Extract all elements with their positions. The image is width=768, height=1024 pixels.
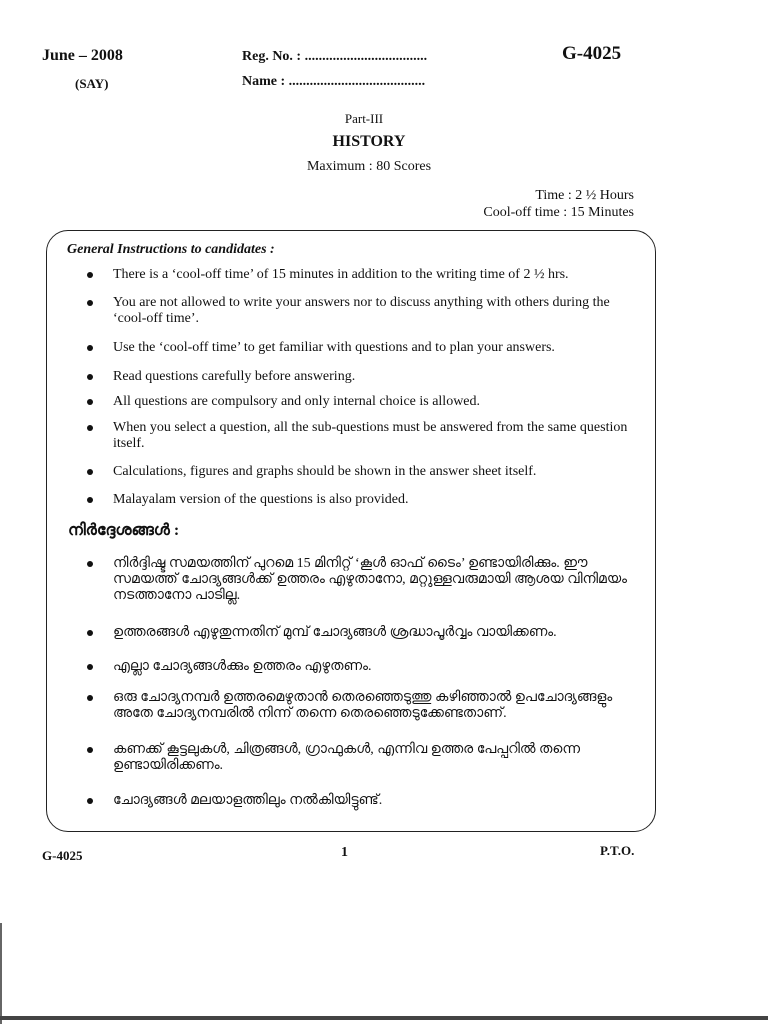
time-block bbox=[483, 187, 634, 221]
subject-title: HISTORY bbox=[332, 133, 406, 150]
bullet-icon bbox=[87, 399, 93, 405]
list-item bbox=[113, 295, 643, 327]
list-item bbox=[113, 742, 643, 774]
bullet-icon bbox=[87, 798, 93, 804]
page-number: 1 bbox=[341, 845, 348, 860]
malayalam-heading: നിർദ്ദേശങ്ങൾ : bbox=[68, 522, 180, 539]
bullet-icon bbox=[87, 695, 93, 701]
bullet-icon bbox=[87, 561, 93, 567]
instruction-text: Calculations, figures and graphs should be shown in the answer sheet itself. bbox=[113, 464, 537, 479]
maximum-scores: Maximum : 80 Scores bbox=[306, 159, 432, 174]
pto-label: P.T.O. bbox=[600, 843, 635, 858]
instruction-text: You are not allowed to write your answers nor to discuss anything with others during the ‘cool-off time’. bbox=[113, 295, 610, 326]
exam-date: June – 2008 bbox=[42, 47, 123, 64]
list-item bbox=[113, 369, 643, 385]
instructions-heading: General Instructions to candidates : bbox=[67, 242, 275, 257]
time-allowed: Time : 2 ½ Hours bbox=[535, 188, 634, 203]
paper-code: G-4025 bbox=[562, 43, 622, 64]
bullet-icon bbox=[87, 469, 93, 475]
list-item bbox=[113, 793, 643, 809]
instruction-text: ഉത്തരങ്ങൾ എഴുതുന്നതിന് മുമ്പ് ചോദ്യങ്ങൾ ശ്രദ്ധാപൂർവ്വം വായിക്കണം. bbox=[113, 625, 557, 640]
bullet-icon bbox=[87, 345, 93, 351]
bullet-icon bbox=[87, 747, 93, 753]
bullet-icon bbox=[87, 630, 93, 636]
bullet-icon bbox=[87, 664, 93, 670]
instruction-text: Malayalam version of the questions is also provided. bbox=[113, 492, 409, 507]
list-item bbox=[113, 690, 643, 722]
part-label: Part-III bbox=[344, 111, 384, 126]
list-item bbox=[113, 394, 643, 410]
instruction-text: Read questions carefully before answering. bbox=[113, 369, 356, 384]
instruction-text: There is a ‘cool-off time’ of 15 minutes in addition to the writing time of 2 ½ hrs. bbox=[113, 267, 569, 282]
instruction-text: കണക്ക് കൂട്ടലുകൾ, ചിത്രങ്ങൾ, ഗ്രാഫുകൾ, എന്നിവ ഉത്തര പേപ്പറിൽ തന്നെ ഉണ്ടായിരിക്കണം. bbox=[113, 742, 580, 773]
instruction-text: Use the ‘cool-off time’ to get familiar with questions and to plan your answers. bbox=[113, 340, 555, 355]
exam-session: (SAY) bbox=[75, 76, 109, 91]
instruction-text: നിർദ്ദിഷ്ട സമയത്തിന് പുറമെ 15 മിനിറ്റ് ‘കൂൾ ഓഫ് ടൈം’ ഉണ്ടായിരിക്കും. ഈ സമയത്ത് ചോദ്യങ്ങൾക്ക് ഉത്തരം എഴുതാനോ, മറ്റുള്ളവരുമായി ആശയ വിനിമയം നടത്താനോ പാടില്ല. bbox=[113, 556, 627, 603]
instruction-text: ഒരു ചോദ്യനമ്പർ ഉത്തരമെഴുതാൻ തെരഞ്ഞെടുത്തു കഴിഞ്ഞാൽ ഉപചോദ്യങ്ങളും അതേ ചോദ്യനമ്പരിൽ നിന്ന് തന്നെ തെരഞ്ഞെടുക്കേണ്ടതാണ്. bbox=[113, 690, 613, 721]
list-item bbox=[113, 625, 643, 641]
list-item bbox=[113, 420, 643, 452]
name-field: Name : ....................................... bbox=[242, 74, 426, 89]
instruction-text: All questions are compulsory and only internal choice is allowed. bbox=[113, 394, 481, 409]
list-item bbox=[113, 659, 643, 675]
footer-paper-code: G-4025 bbox=[42, 848, 83, 863]
scan-edge-bottom bbox=[0, 1016, 768, 1020]
list-item bbox=[113, 267, 643, 283]
list-item bbox=[113, 464, 643, 480]
bullet-icon bbox=[87, 374, 93, 380]
bullet-icon bbox=[87, 497, 93, 503]
cool-off-time: Cool-off time : 15 Minutes bbox=[483, 205, 634, 220]
instruction-text: When you select a question, all the sub-questions must be answered from the same question itself. bbox=[113, 420, 628, 451]
reg-no-field: Reg. No. : ................................... bbox=[242, 49, 428, 64]
instruction-text: എല്ലാ ചോദ്യങ്ങൾക്കും ഉത്തരം എഴുതണം. bbox=[113, 659, 372, 674]
list-item bbox=[113, 492, 643, 508]
bullet-icon bbox=[87, 300, 93, 306]
list-item bbox=[113, 556, 643, 604]
instruction-text: ചോദ്യങ്ങൾ മലയാളത്തിലും നൽകിയിട്ടുണ്ട്. bbox=[113, 793, 383, 808]
list-item bbox=[113, 340, 643, 356]
bullet-icon bbox=[87, 272, 93, 278]
scan-edge-left bbox=[0, 923, 2, 1024]
bullet-icon bbox=[87, 425, 93, 431]
